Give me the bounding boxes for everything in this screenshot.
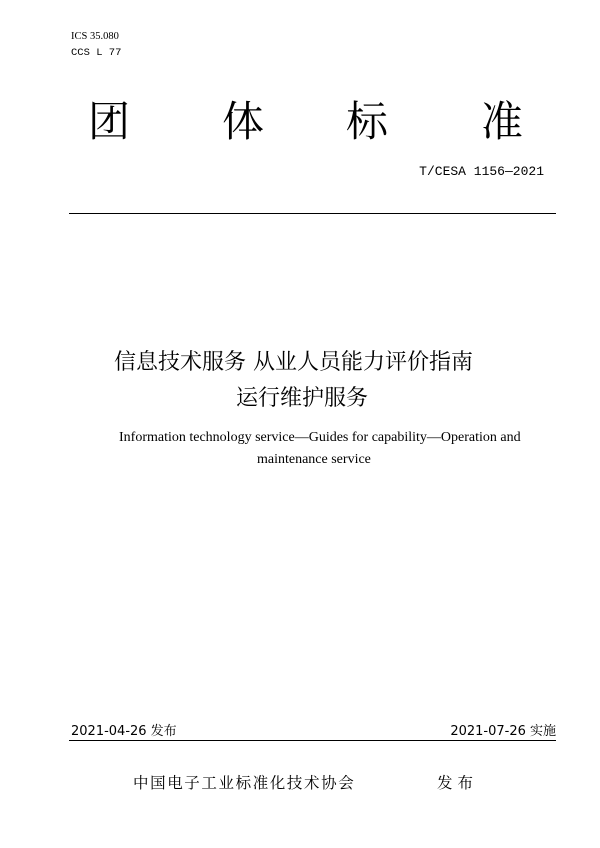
- ccs-code: CCS L 77: [71, 47, 122, 59]
- publishing-organization: 中国电子工业标准化技术协会: [133, 774, 356, 792]
- document-number: T/CESA 1156—2021: [419, 164, 544, 179]
- implementation-date: 2021-07-26 实施: [450, 724, 556, 739]
- banner-char: 团: [88, 97, 131, 146]
- title-english-line-1: Information technology service—Guides for capability—Operation and: [119, 430, 521, 445]
- ics-code: ICS 35.080: [71, 31, 119, 42]
- bottom-divider: [69, 740, 556, 741]
- banner-char: 准: [481, 97, 524, 146]
- title-english-line-2: maintenance service: [257, 452, 371, 467]
- title-chinese-line-1: 信息技术服务 从业人员能力评价指南: [114, 350, 473, 375]
- publish-label: 发布: [437, 774, 479, 792]
- top-divider: [69, 213, 556, 214]
- banner-char: 体: [222, 97, 265, 146]
- publication-date: 2021-04-26 发布: [71, 724, 177, 739]
- banner-char: 标: [346, 97, 389, 146]
- title-chinese-line-2: 运行维护服务: [236, 386, 369, 411]
